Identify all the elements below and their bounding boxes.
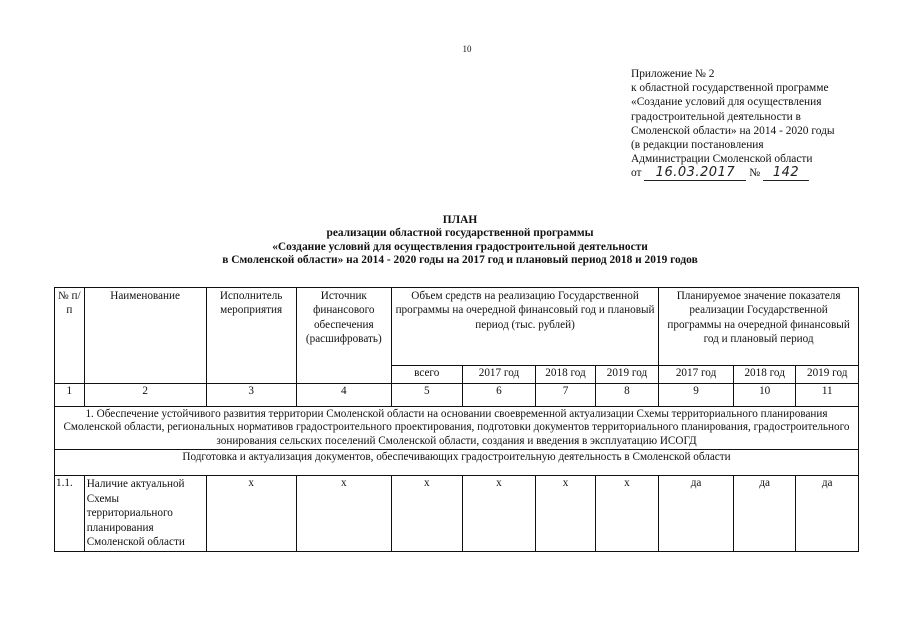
column-number: 2 [84,384,206,407]
table-row [55,476,859,552]
subsection-title: Подготовка и актуализация документов, обеспечивающих градостроительную деятельность в Смоленской области [55,450,859,476]
handwritten-number: 142 [763,166,809,181]
date-prefix: от [631,167,642,180]
subheader-2018: 2018 год [536,366,595,384]
header-source: Источник финансового обеспечения (расшифровать) [296,288,391,384]
row-2018: х [536,476,595,552]
plan-table [54,287,859,552]
row-2019: х [595,476,658,552]
row-indicator-2018: да [733,476,795,552]
row-source: х [296,476,391,552]
appendix-line: (в редакции постановления [631,139,764,152]
subsection-row [55,450,859,476]
header-indicator: Планируемое значение показателя реализации Государственной программы на очередной финансовый год и плановый период [659,288,859,366]
title-line: реализации областной государственной программы [326,227,594,240]
subheader-indicator-2018: 2018 год [733,366,795,384]
resolution-date-line [631,166,891,181]
row-name: Наличие актуальной Схемы территориального планирования Смоленской области [84,476,206,552]
row-indicator-2017: да [659,476,734,552]
column-number: 3 [206,384,296,407]
appendix-line: Смоленской области» на 2014 - 2020 годы [631,124,835,137]
column-number: 10 [733,384,795,407]
row-2017: х [462,476,536,552]
subheader-indicator-2019: 2019 год [796,366,859,384]
row-num: 1.1. [55,476,85,552]
column-number: 8 [595,384,658,407]
subheader-2017: 2017 год [462,366,536,384]
column-number: 11 [796,384,859,407]
title-line: в Смоленской области» на 2014 - 2020 годы на 2017 год и плановый период 2018 и 2019 годов [222,253,698,266]
plan-title [150,214,770,267]
row-indicator-2019: да [796,476,859,552]
handwritten-date: 16.03.2017 [644,166,746,181]
title-line: «Создание условий для осуществления градостроительной деятельности [272,240,648,253]
header-name: Наименование [84,288,206,384]
appendix-line: «Создание условий для осуществления [631,96,822,109]
title-line: ПЛАН [442,214,478,226]
column-number: 1 [55,384,85,407]
appendix-line: Администрации Смоленской области [631,153,813,166]
row-total: х [391,476,462,552]
column-number: 9 [659,384,734,407]
header-num: № п/п [55,288,85,384]
column-number-row [55,384,859,407]
subheader-indicator-2017: 2017 год [659,366,734,384]
appendix-line: градостроительной деятельности в [631,110,801,123]
column-number: 4 [296,384,391,407]
table-header-row [55,288,859,366]
appendix-block [631,67,891,181]
row-executor: х [206,476,296,552]
appendix-line: к областной государственной программе [631,82,829,95]
appendix-line: Приложение № 2 [631,68,715,80]
subheader-2019: 2019 год [595,366,658,384]
page-number: 10 [462,44,472,54]
section-title: 1. Обеспечение устойчивого развития территории Смоленской области на основании своевременной актуализации Схемы территориального планирования Смоленской области, региональных нормативов градостроительного проектирования, подготовки документов территориального планирования, градостроительного зонирования сельских поселений Смоленской области, создания и введения в эксплуатацию ИСОГД [55,407,859,450]
column-number: 6 [462,384,536,407]
section-row [55,407,859,450]
column-number: 5 [391,384,462,407]
number-prefix: № [749,167,761,180]
column-number: 7 [536,384,595,407]
header-funds: Объем средств на реализацию Государственной программы на очередной финансовый год и плановый период (тыс. рублей) [391,288,658,366]
header-executor: Исполнитель мероприятия [206,288,296,384]
subheader-total: всего [391,366,462,384]
